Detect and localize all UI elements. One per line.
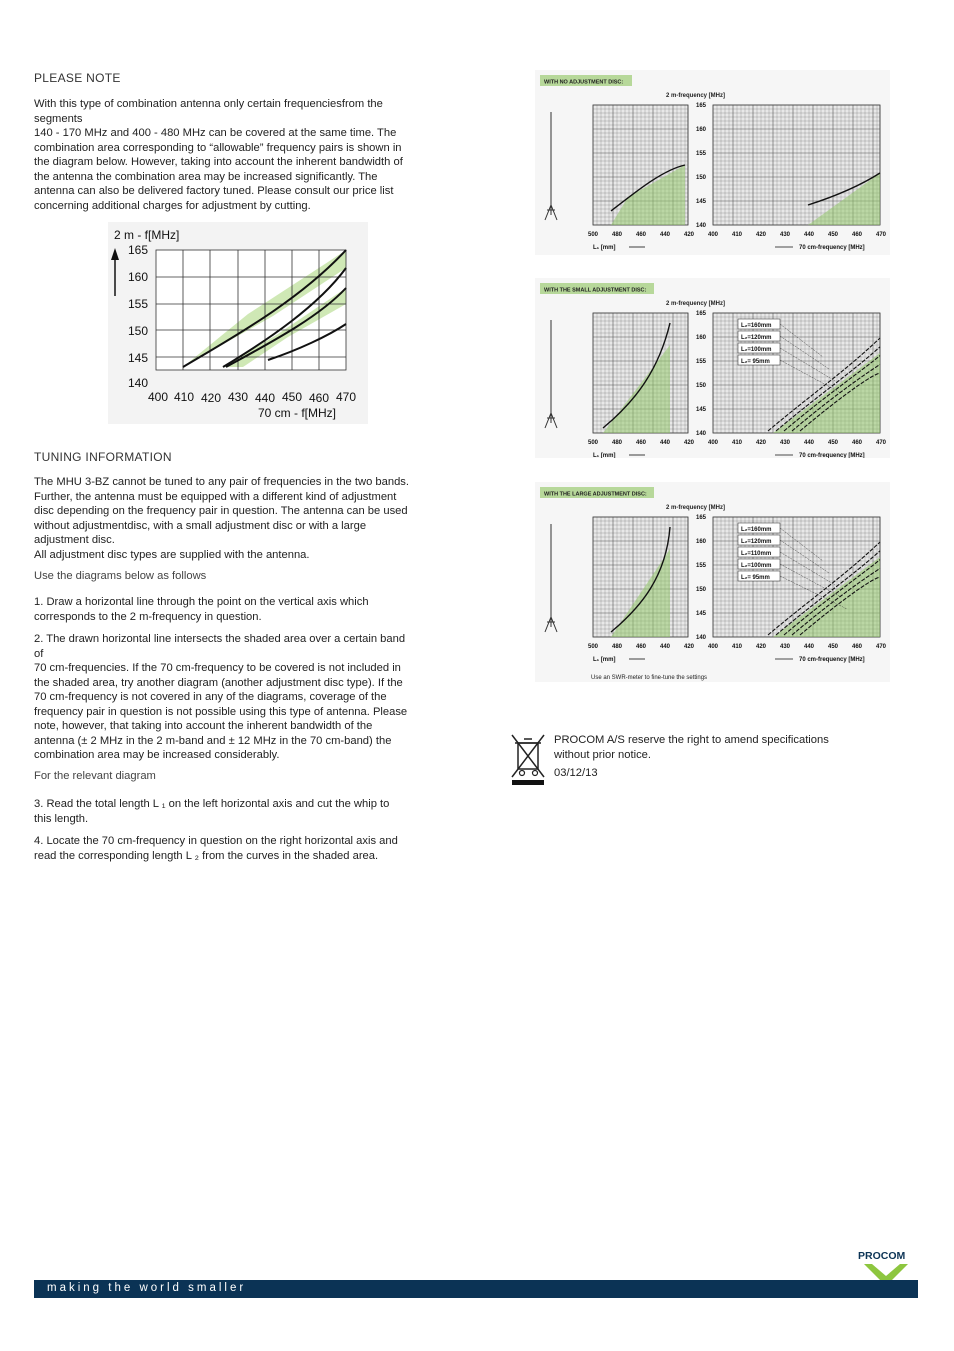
y-tick: 165 (127, 243, 148, 257)
disclaimer-line: without prior notice. (554, 748, 652, 761)
disclaimer-date: 03/12/13 (554, 767, 598, 779)
x-tick: 400 (707, 232, 719, 238)
x-tick: 480 (611, 644, 623, 650)
x-tick: 440 (803, 232, 815, 238)
x-tick: 450 (827, 644, 839, 650)
l2-label: L₂=120mm (741, 539, 772, 545)
y-tick: 150 (695, 175, 707, 181)
x-tick: 460 (308, 391, 330, 405)
x-tick: 460 (635, 440, 647, 446)
tuning-heading: TUNING INFORMATION (34, 450, 172, 464)
text-line: segments (34, 112, 83, 125)
x-tick: 480 (611, 440, 623, 446)
y-tick: 160 (127, 270, 148, 284)
procom-logo-text: PROCOM (858, 1250, 906, 1262)
y-tick: 145 (695, 407, 707, 413)
chart-top-title: 2 m-frequency [MHz] (666, 505, 726, 511)
x-tick: 440 (659, 440, 671, 446)
text-line: The MHU 3-BZ cannot be tuned to any pair of frequencies in the two bands. (34, 476, 409, 488)
x-tick: 420 (683, 232, 695, 238)
x-tick: 400 (707, 644, 719, 650)
x-tick: 430 (779, 232, 791, 238)
x-tick: 470 (875, 440, 887, 446)
text-line: without adjustmentdisc, with a small adjustment disc or with a large (34, 519, 367, 532)
l2-label: L₂=160mm (741, 323, 772, 329)
x-tick: 460 (851, 440, 863, 446)
y-tick: 155 (695, 563, 707, 569)
text-line: of (34, 647, 44, 660)
x-tick: 440 (659, 644, 671, 650)
l2-label: L₂=120mm (741, 335, 772, 341)
text-line: this length. (34, 812, 89, 825)
relevant-diagram-heading: For the relevant diagram (34, 770, 156, 782)
y-tick: 140 (127, 376, 148, 390)
x-tick: 430 (227, 390, 249, 404)
step-4 (34, 834, 454, 863)
text-line: 3. Read the total length L ₁ on the left horizontal axis and cut the whip to (34, 798, 390, 810)
text-line: combination area may be increased considerably. (34, 749, 280, 761)
y-tick: 140 (695, 635, 707, 641)
y-tick: 150 (127, 324, 148, 338)
x-tick: 430 (779, 644, 791, 650)
x-tick: 450 (827, 232, 839, 238)
right-axis-label: 70 cm-frequency [MHz] (799, 245, 865, 251)
x-tick: 440 (803, 440, 815, 446)
text-line: the antenna the combination area may be increased significantly. The (34, 170, 378, 183)
x-tick: 420 (200, 391, 222, 405)
text-line: corresponds to the 2 m-frequency in question. (34, 610, 262, 623)
y-tick: 160 (695, 539, 707, 545)
combination-diagram (108, 222, 368, 424)
y-tick: 145 (695, 199, 707, 205)
text-line: disc depending on the frequency pair in question. The antenna can be used (34, 505, 408, 517)
y-tick: 165 (695, 515, 707, 521)
y-tick: 160 (695, 335, 707, 341)
y-tick: 140 (695, 431, 707, 437)
x-tick: 460 (851, 644, 863, 650)
l2-label: L₂=100mm (741, 347, 772, 353)
x-tick: 460 (851, 232, 863, 238)
step-3 (34, 797, 454, 826)
text-line: Further, the antenna must be equipped with a different kind of adjustment (34, 490, 397, 503)
x-tick: 450 (827, 440, 839, 446)
l2-label: L₂=110mm (741, 551, 772, 557)
x-tick: 500 (587, 644, 599, 650)
text-line: 70 cm-frequencies. If the 70 cm-frequency to be covered is not included in (34, 662, 401, 674)
x-tick: 400 (147, 390, 169, 404)
l1-label: L₁ [mm] (593, 657, 616, 663)
text-line: 140 - 170 MHz and 400 - 480 MHz can be covered at the same time. The (34, 127, 397, 139)
text-line: read the corresponding length L ₂ from the curves in the shaded area. (34, 849, 379, 862)
x-tick: 400 (707, 440, 719, 446)
x-tick: 450 (281, 390, 303, 404)
please-note-body (34, 97, 454, 213)
y-tick: 150 (695, 383, 707, 389)
x-tick: 420 (755, 644, 767, 650)
x-tick: 410 (731, 440, 743, 446)
x-tick: 470 (875, 644, 887, 650)
text-line: antenna can also be delivered factory tuned. Please consult our price list (34, 185, 394, 197)
step-2 (34, 632, 454, 763)
chart-top-title: 2 m-frequency [MHz] (666, 93, 726, 99)
text-line: the shaded area, try another diagram (another adjustment disc type). If the (34, 676, 403, 689)
text-line: frequency pair in question is not possible using this type of antenna. Please (34, 705, 408, 718)
l1-label: L₁ [mm] (593, 245, 616, 251)
l2-label: L₂=160mm (741, 527, 772, 533)
x-tick: 460 (635, 232, 647, 238)
x-tick: 470 (335, 390, 357, 404)
disclaimer (554, 733, 829, 781)
y-tick: 140 (695, 223, 707, 229)
l2-label: L₂=100mm (741, 563, 772, 569)
chart-top-title: 2 m-frequency [MHz] (666, 301, 726, 307)
text-line: With this type of combination antenna only certain frequenciesfrom the (34, 98, 383, 110)
y-tick: 160 (695, 127, 707, 133)
y-tick: 150 (695, 587, 707, 593)
x-tick: 500 (587, 440, 599, 446)
x-tick: 420 (755, 232, 767, 238)
x-tick: 410 (173, 390, 195, 404)
x-tick: 410 (731, 232, 743, 238)
chart-tag: WITH THE SMALL ADJUSTMENT DISC: (544, 287, 647, 294)
x-tick: 470 (875, 232, 887, 238)
right-axis-label: 70 cm-frequency [MHz] (799, 453, 865, 458)
swr-note: Use an SWR-meter to fine-tune the settings (591, 675, 708, 681)
x-tick: 420 (683, 644, 695, 650)
chart-tag: WITH THE LARGE ADJUSTMENT DISC: (544, 491, 647, 498)
text-line: All adjustment disc types are supplied with the antenna. (34, 548, 310, 561)
diagram-x-title: 70 cm - f[MHz] (258, 406, 337, 420)
chart-large-disc (535, 482, 890, 682)
footer-slogan: making the world smaller (47, 1282, 247, 1294)
text-line: antenna (± 2 MHz in the 2 m-band and ± 12 MHz in the 70 cm-band) the (34, 734, 392, 747)
y-tick: 155 (695, 359, 707, 365)
l2-label: L₂= 95mm (741, 575, 770, 581)
x-tick: 420 (683, 440, 695, 446)
y-tick: 155 (127, 297, 148, 311)
x-tick: 420 (755, 440, 767, 446)
right-axis-label: 70 cm-frequency [MHz] (799, 657, 865, 663)
text-line: adjustment disc. (34, 534, 115, 546)
y-tick: 145 (695, 611, 707, 617)
please-note-heading: PLEASE NOTE (34, 71, 121, 85)
y-tick: 165 (695, 311, 707, 317)
x-tick: 440 (254, 391, 276, 405)
l1-label: L₁ [mm] (593, 453, 616, 458)
x-tick: 430 (779, 440, 791, 446)
text-line: combination area corresponding to “allowable” frequency pairs is shown in (34, 141, 402, 154)
chart-no-disc (535, 70, 890, 255)
text-line: 70 cm-frequency is not covered in any of the diagrams, coverage of the (34, 691, 387, 703)
text-line: 4. Locate the 70 cm-frequency in question on the right horizontal axis and (34, 835, 398, 847)
chart-small-disc (535, 278, 890, 458)
x-tick: 410 (731, 644, 743, 650)
text-line: note, however, that taking into account the inherent bandwidth of the (34, 720, 373, 732)
diagram-y-title: 2 m - f[MHz] (114, 228, 180, 242)
use-diagrams-heading: Use the diagrams below as follows (34, 570, 207, 582)
tuning-body (34, 475, 454, 562)
text-line: 2. The drawn horizontal line intersects the shaded area over a certain band (34, 633, 406, 645)
l2-label: L₂= 95mm (741, 359, 770, 365)
y-tick: 165 (695, 103, 707, 109)
x-tick: 480 (611, 232, 623, 238)
text-line: the diagram below. However, taking into account the inherent bandwidth of (34, 156, 403, 168)
text-line: concerning additional charges for adjustment by cutting. (34, 199, 311, 212)
disclaimer-line: PROCOM A/S reserve the right to amend specifications (554, 734, 829, 746)
weee-bin-icon (510, 733, 546, 787)
x-tick: 440 (659, 232, 671, 238)
x-tick: 500 (587, 232, 599, 238)
chart-tag: WITH NO ADJUSTMENT DISC: (544, 79, 624, 86)
x-tick: 440 (803, 644, 815, 650)
x-tick: 460 (635, 644, 647, 650)
text-line: 1. Draw a horizontal line through the point on the vertical axis which (34, 596, 369, 608)
y-tick: 145 (127, 351, 148, 365)
step-1 (34, 595, 454, 624)
y-tick: 155 (695, 151, 707, 157)
